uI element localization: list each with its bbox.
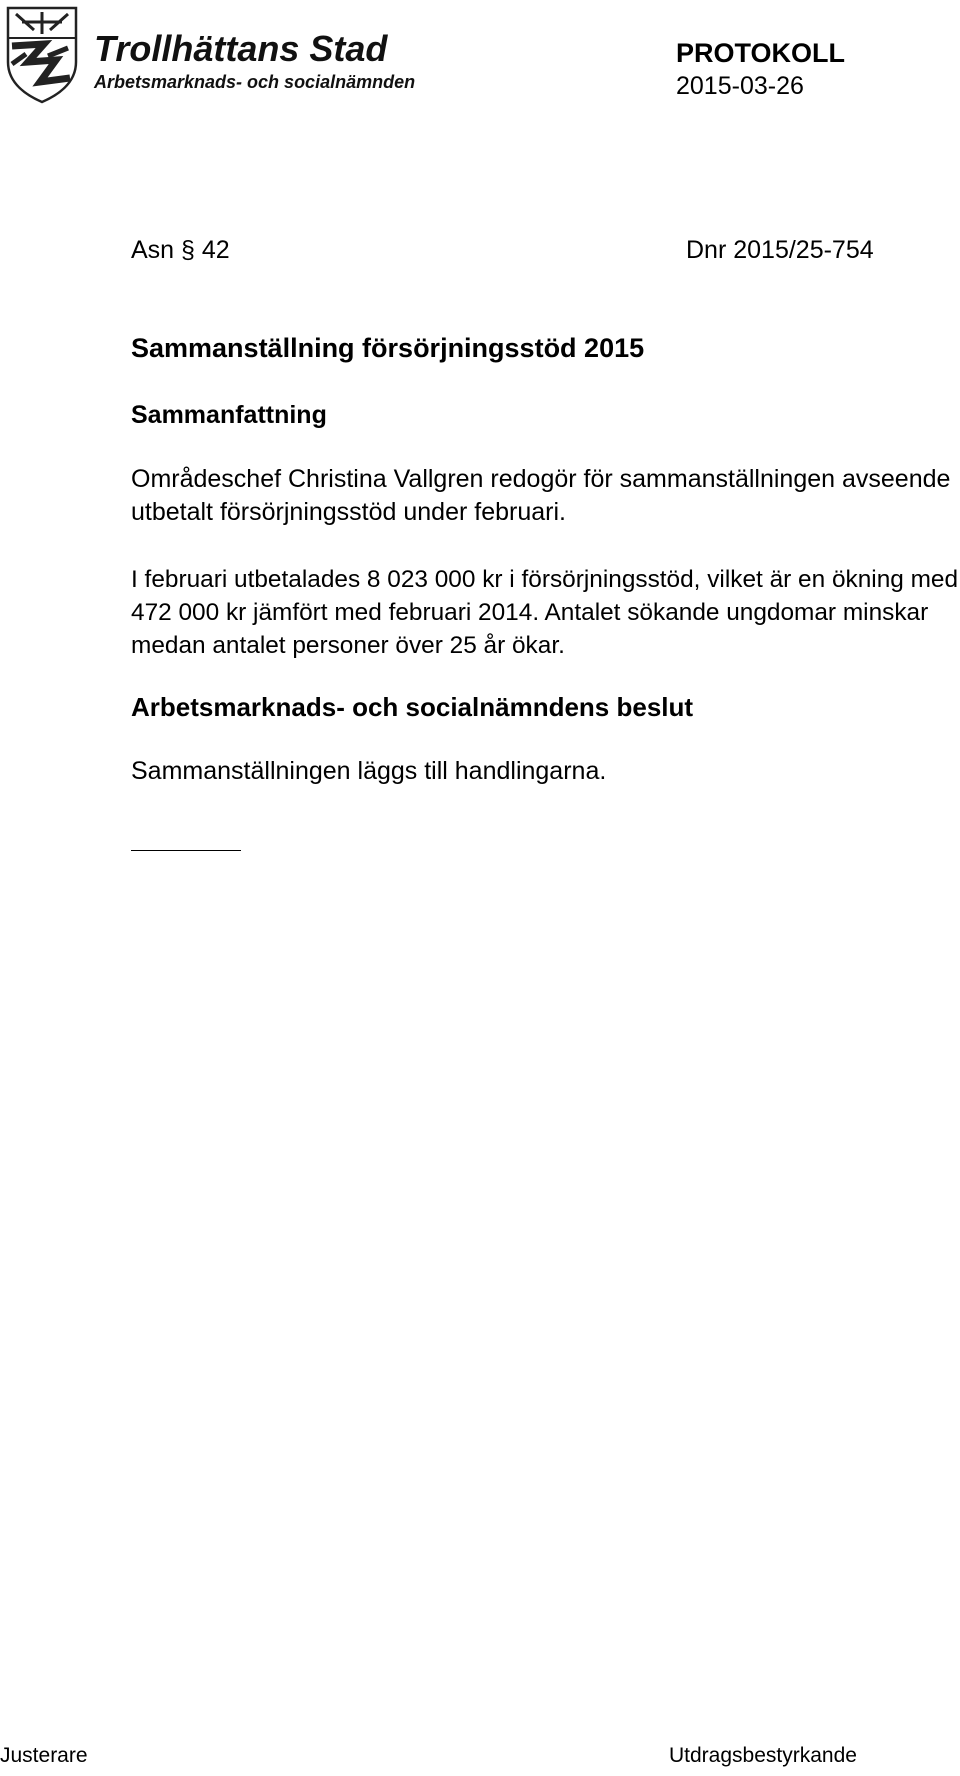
municipal-coat-of-arms-icon (4, 4, 80, 104)
document-date: 2015-03-26 (676, 72, 804, 100)
decision-heading: Arbetsmarknads- och socialnämndens beslut (131, 692, 694, 722)
summary-paragraph: Områdeschef Christina Vallgren redogör för sammanställningen avseende utbetalt försörjningsstöd under februari. (131, 465, 951, 526)
diary-number: Dnr 2015/25-754 (686, 236, 874, 264)
document-type: PROTOKOLL (676, 38, 846, 68)
summary-heading: Sammanfattning (131, 401, 327, 429)
section-reference: Asn § 42 (131, 236, 230, 264)
organization-name: Trollhättans Stad (94, 28, 388, 69)
footer-certification-label: Utdragsbestyrkande (669, 1744, 857, 1767)
footer-adjuster-label: Justerare (0, 1744, 88, 1767)
details-paragraph: I februari utbetalades 8 023 000 kr i försörjningsstöd, vilket är en ökning med 472 000 kr jämfört med februari 2014. Antalet sökande ungdomar minskar medan antalet personer över 25 år ökar. (131, 566, 959, 659)
section-divider (131, 850, 241, 851)
organization-subtitle: Arbetsmarknads- och socialnämnden (94, 72, 416, 92)
document-title: Sammanställning försörjningsstöd 2015 (131, 333, 645, 363)
decision-text: Sammanställningen läggs till handlingarna. (131, 757, 607, 785)
